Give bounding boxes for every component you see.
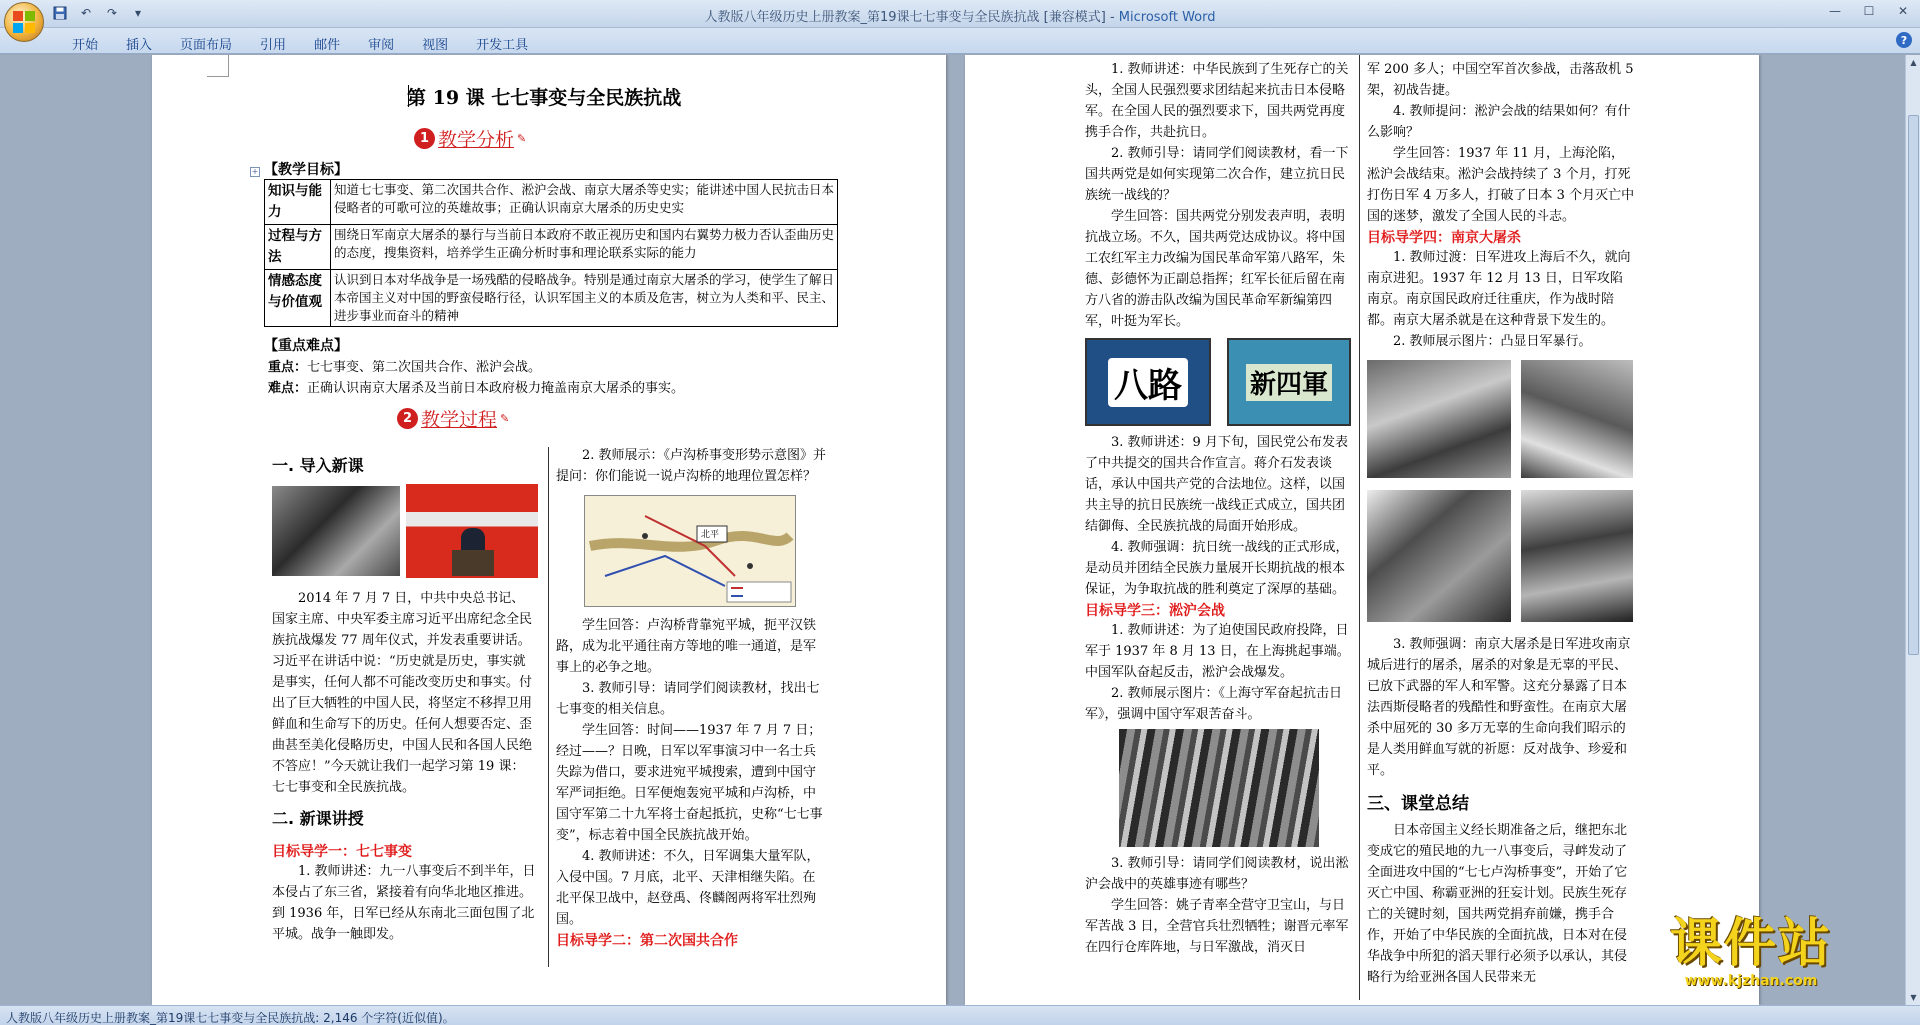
teacher-show-p7: 2. 教师展示图片：《上海守军奋起抗击日军》，强调中国守军艰苦奋斗。: [1085, 686, 1343, 722]
close-icon[interactable]: ✕: [1897, 4, 1909, 18]
window-controls: [1818, 0, 1920, 22]
office-logo-icon: [13, 11, 35, 33]
teacher-question-p2: 4. 教师提问：淞沪会战的结果如何？有什么影响？: [1367, 104, 1631, 140]
page1-left-column: [272, 453, 537, 945]
map-svg: [585, 496, 795, 606]
goal-4-heading: 目标导学四：南京大屠杀: [1367, 230, 1521, 246]
map-image: [584, 495, 796, 607]
section-number-badge: 2: [397, 408, 418, 429]
section-heading-process: [397, 405, 509, 432]
redo-icon[interactable]: ↷: [106, 6, 118, 20]
section-heading-analysis: [414, 125, 526, 152]
difficulty-label: 难点：: [268, 381, 308, 396]
eighth-route-badge: [1085, 338, 1211, 426]
ribbon: [0, 28, 1920, 54]
scroll-thumb[interactable]: [1908, 115, 1919, 655]
student-answer-event: 学生回答：时间——1937 年 7 月 7 日；经过——？日晚，日军以军事演习中一名士兵失踪为借口，要求进宛平城搜索，遭到中国守军严词拒绝。日军便炮轰宛平城和卢沟桥，中国守军第二十九军将士奋起抵抗，史称“七七事变”，标志着中国全民族抗战开始。: [556, 723, 823, 843]
goal-description: 认识到日本对华战争是一场残酷的侵略战争。特别是通过南京大屠杀的学习，使学生了解日本帝国主义对中国的野蛮侵略行径，认识军国主义的本质及危害，树立为人类和平、民主、进步事业而奋斗的精神: [331, 270, 838, 327]
title-bar: [0, 0, 1920, 28]
section-label: 教学过程: [421, 409, 498, 431]
goal-3-heading: 目标导学三：淞沪会战: [1085, 603, 1225, 619]
goal-description: 知道七七事变、第二次国共合作、淞沪会战、南京大屠杀等史实；能讲述中国人民抗击日本侵略者的可歌可泣的英雄故事；正确认识南京大屠杀的历史史实: [331, 180, 838, 225]
heading-new-lesson: 二. 新课讲授: [272, 809, 364, 828]
difficulty-text: 正确认识南京大屠杀及当前日本政府极力掩盖南京大屠杀的事实。: [307, 381, 685, 396]
document-workspace: [0, 55, 1905, 1005]
student-answer-p3: 学生回答：1937 年 11 月，上海沦陷，淞沪会战结束。淞沪会战持续了 3 个月，打死打伤日军 4 万多人，打破了日本 3 个月灭亡中国的迷梦，激发了全国人民的斗志。: [1367, 146, 1635, 224]
speech-photo: [406, 484, 538, 578]
badge-1-text: 八路: [1108, 358, 1188, 407]
teacher-guide-3: 3. 教师引导：请同学们阅读教材，找出七七事变的相关信息。: [556, 681, 820, 717]
goals-table-row: [265, 270, 838, 327]
document-title: 人教版八年级历史上册教案_第19课七七事变与全民族抗战 [兼容模式] -: [704, 10, 1119, 25]
atrocity-photo-2: [1521, 360, 1633, 478]
table-move-handle-icon[interactable]: +: [251, 167, 259, 176]
goal-description: 围绕日军南京大屠杀的暴行与当前日本政府不敢正视历史和国内右翼势力极力否认歪曲历史的态度，搜集资料，培养学生正确分析时事和理论联系实际的能力: [331, 225, 838, 270]
office-button[interactable]: [4, 2, 44, 42]
scroll-down-icon[interactable]: ▼: [1910, 993, 1917, 1002]
continued-text-p1: 军 200 多人；中国空军首次参战，击落敌机 5 架，初战告捷。: [1367, 62, 1634, 98]
section-label: 教学分析: [438, 129, 515, 151]
undo-icon[interactable]: ↶: [80, 6, 92, 20]
ribbon-tab[interactable]: 插入: [126, 38, 153, 53]
ribbon-tab[interactable]: 开发工具: [476, 38, 529, 53]
atrocity-photo-1: [1367, 360, 1511, 478]
page-1: [152, 55, 946, 1005]
heading-summary: 三、课堂总结: [1367, 794, 1469, 814]
ribbon-tab[interactable]: 引用: [260, 38, 287, 53]
status-text: 人教版八年级历史上册教案_第19课七七事变与全民族抗战: 2,146 个字符(近似值)。: [6, 1011, 455, 1025]
page-2: [965, 55, 1759, 1005]
map-city-label: 北平: [701, 530, 720, 540]
customize-qat-chevron-icon[interactable]: ▾: [134, 6, 142, 20]
new-fourth-army-badge: [1227, 338, 1351, 426]
column-divider: [1359, 55, 1360, 1000]
watermark-url: www.kjzhan.com: [1684, 973, 1818, 989]
badge-2-text: 新四軍: [1246, 364, 1332, 401]
teacher-narration-p1: 1. 教师讲述：中华民族到了生死存亡的关头，全国人民强烈要求团结起来抗击日本侵略军。在全国人民的强烈要求下，国共两党再度携手合作，共赴抗日。: [1085, 62, 1349, 140]
goal-2-heading: 目标导学二：第二次国共合作: [556, 933, 738, 949]
goal-category: 过程与方法: [265, 225, 331, 270]
watermark-main: 课件站: [1670, 914, 1833, 974]
column-divider: [548, 447, 549, 967]
teacher-emphasis-p5: 4. 教师强调：抗日统一战线的正式形成，是动员并团结全民族力量展开长期抗战的根本保证，为争取抗战的胜利奠定了深厚的基础。: [1085, 540, 1349, 597]
pen-icon: ✎: [517, 132, 527, 145]
shanghai-defense-photo: [1119, 729, 1319, 847]
ribbon-tab[interactable]: 审阅: [368, 38, 395, 53]
difficulty-line: [268, 378, 848, 399]
goal-category: 知识与能力: [265, 180, 331, 225]
scroll-up-icon[interactable]: ▲: [1910, 58, 1917, 67]
key-point-line: [268, 357, 848, 378]
ribbon-tab[interactable]: 开始: [72, 38, 99, 53]
intro-text: 2014 年 7 月 7 日，中共中央总书记、国家主席、中央军委主席习近平出席纪念全民族抗战爆发 77 周年仪式，并发表重要讲话。习近平在讲话中说：“历史就是历史，事实就是事实，任何人都不可能改变历史和事实。付出了巨大牺牲的中国人民，将坚定不移捍卫用鲜血和生命写下的历史。任何人想要否定、歪曲甚至美化侵略历史，中国人民和各国人民绝不答应！”今天就让我们一起学习第 19 课：七七事变和全民族抗战。: [272, 591, 533, 795]
page2-right-column: [1367, 59, 1635, 988]
ribbon-tab[interactable]: 视图: [422, 38, 449, 53]
shanghai-photo-wrap: [1085, 729, 1351, 853]
scroll-down-group: [1906, 990, 1920, 1005]
teacher-guide-p8: 3. 教师引导：请同学们阅读教材，说出淞沪会战中的英雄事迹有哪些？: [1085, 856, 1349, 892]
section-number-badge: 1: [414, 128, 435, 149]
status-bar: [0, 1005, 1920, 1025]
goals-label: 【教学目标】: [264, 162, 348, 178]
teacher-guide-p2: 2. 教师引导：请同学们阅读教材，看一下国共两党是如何实现第二次合作，建立抗日民族统一战线的？: [1085, 146, 1349, 203]
goals-table: [264, 179, 838, 327]
student-answer-p3: 学生回答：国共两党分别发表声明，表明抗战立场。不久，国共两党达成协议。将中国工农红军主力改编为国民革命军第八路军，朱德、彭德怀为正副总指挥；红军长征后留在南方八省的游击队改编为国民革命军新编第四军，叶挺为军长。: [1085, 209, 1346, 329]
goals-table-row: [265, 225, 838, 270]
minimize-icon[interactable]: —: [1829, 4, 1841, 18]
teacher-emphasis-p6: 3. 教师强调：南京大屠杀是日军进攻南京城后进行的屠杀，屠杀的对象是无辜的平民、已放下武器的军人和军警。这充分暴露了日本法西斯侵略者的残酷性和野蛮性。在南京大屠杀中屈死的 30 多万无辜的生命向我们昭示的是人类用鲜血写就的祈愿：反对战争、珍爱和平。: [1367, 637, 1631, 778]
ribbon-tabs: [58, 32, 542, 55]
key-point-text: 七七事变、第二次国共合作、淞沪会战。: [307, 360, 542, 375]
heading-intro: 一. 导入新课: [272, 456, 364, 475]
ribbon-tab[interactable]: 邮件: [314, 38, 341, 53]
map-answer: 学生回答：卢沟桥背靠宛平城，扼平汉铁路，成为北平通往南方等地的唯一通道，是军事上的必争之地。: [556, 618, 817, 675]
app-name: Microsoft Word: [1118, 10, 1216, 25]
teacher-show-p5: 2. 教师展示图片：凸显日军暴行。: [1393, 334, 1592, 349]
teacher-narration-4: 4. 教师讲述：不久，日军调集大量军队，入侵中国。7 月底，北平、天津相继失陷。在北平保卫战中，赵登禹、佟麟阁两将军壮烈殉国。: [556, 849, 820, 927]
ribbon-tab[interactable]: 页面布局: [180, 38, 233, 53]
goal-1-text: 1. 教师讲述：九一八事变后不到半年，日本侵占了东三省，紧接着有向华北地区推进。到 1936 年，日军已经从东南北三面包围了北平城。战争一触即发。: [272, 864, 536, 942]
key-points-label: 【重点难点】: [264, 338, 348, 354]
help-icon[interactable]: ?: [1896, 32, 1912, 48]
teacher-narration-p4: 3. 教师讲述：9 月下旬，国民党公布发表了中共提交的国共合作宣言。蒋介石发表谈话，承认中国共产党的合法地位。这样，以国共主导的抗日民族统一战线正式成立，国共团结御侮、全民族抗战的局面开始形成。: [1085, 435, 1348, 534]
atrocity-photo-4: [1521, 490, 1633, 622]
goal-1-heading: 目标导学一：七七事变: [272, 844, 412, 860]
teacher-narration-p6: 1. 教师讲述：为了迫使国民政府投降，日军于 1937 年 8 月 13 日，在上海挑起事端。中国军队奋起反击，淞沪会战爆发。: [1085, 623, 1350, 680]
memorial-photo: [272, 486, 400, 576]
student-answer-p9: 学生回答：姚子青率全营守卫宝山，与日军苦战 3 日，全营官兵壮烈牺牲；谢晋元率军在四行仓库阵地，与日军激战，消灭日: [1085, 898, 1349, 955]
window-title: [0, 6, 1920, 25]
page2-left-column: [1085, 59, 1351, 958]
nanjing-photo-grid: [1367, 356, 1635, 634]
teacher-transition-p4: 1. 教师过渡：日军进攻上海后不久，就向南京进犯。1937 年 12 月 13 日，日军攻陷南京。南京国民政府迁往重庆，作为战时陪都。南京大屠杀就是在这种背景下发生的。: [1367, 250, 1631, 328]
army-badges: [1085, 336, 1351, 432]
margin-corner-mark: [207, 55, 229, 77]
atrocity-photo-3: [1367, 490, 1511, 622]
vertical-scrollbar[interactable]: [1905, 55, 1920, 1005]
summary-text: 日本帝国主义经长期准备之后，继把东北变成它的殖民地的九一八事变后，寻衅发动了全面进攻中国的“七七卢沟桥事变”，开始了它灭亡中国、称霸亚洲的狂妄计划。民族生死存亡的关键时刻，国共两党捐弃前嫌，携手合作，开始了中华民族的全面抗战，日本对在侵华战争中所犯的滔天罪行必须予以承认，其侵略行为给亚洲各国人民带来无: [1367, 823, 1628, 985]
page1-right-column: [556, 445, 828, 950]
key-point-label: 重点：: [268, 360, 308, 375]
pen-icon: ✎: [500, 412, 510, 425]
page-title: 第 19 课 七七事变与全民族抗战: [407, 87, 682, 109]
kjzhan-watermark: [1670, 915, 1832, 989]
goals-table-row: [265, 180, 838, 225]
maximize-icon[interactable]: ☐: [1863, 4, 1875, 18]
goal-category: 情感态度与价值观: [265, 270, 331, 327]
intro-photos: [272, 484, 537, 584]
map-question: 2. 教师展示：《卢沟桥事变形势示意图》并提问：你们能说一说卢沟桥的地理位置怎样？: [556, 448, 827, 484]
lugou-bridge-map: [556, 495, 828, 615]
